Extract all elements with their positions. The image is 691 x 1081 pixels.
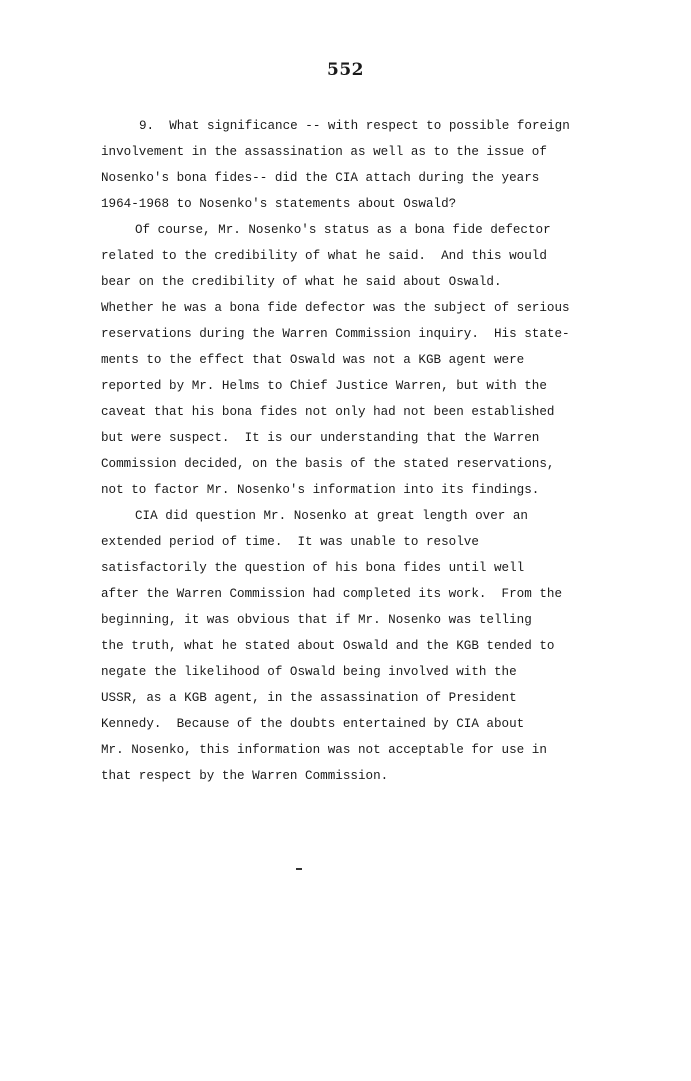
- page-number: 552: [327, 60, 364, 80]
- text-line: Whether he was a bona fide defector was the subject of serious: [101, 301, 570, 315]
- text-line: satisfactorily the question of his bona fides until well: [101, 561, 525, 575]
- text-line: CIA did question Mr. Nosenko at great length over an: [135, 509, 528, 523]
- text-line: but were suspect. It is our understanding that the Warren: [101, 431, 540, 445]
- text-line: Mr. Nosenko, this information was not acceptable for use in: [101, 743, 547, 757]
- text-line: Kennedy. Because of the doubts entertained by CIA about: [101, 717, 525, 731]
- text-line: 1964-1968 to Nosenko's statements about Oswald?: [101, 197, 457, 211]
- text-line: extended period of time. It was unable to resolve: [101, 535, 479, 549]
- text-line: negate the likelihood of Oswald being involved with the: [101, 665, 517, 679]
- text-line: USSR, as a KGB agent, in the assassination of President: [101, 691, 517, 705]
- text-line: Of course, Mr. Nosenko's status as a bona fide defector: [135, 223, 551, 237]
- text-line: related to the credibility of what he said. And this would: [101, 249, 547, 263]
- text-line: after the Warren Commission had completed its work. From the: [101, 587, 563, 601]
- text-line: Commission decided, on the basis of the stated reservations,: [101, 457, 555, 471]
- text-line: 9. What significance -- with respect to possible foreign: [139, 119, 570, 133]
- document-body: [101, 113, 601, 789]
- dash-mark: [296, 868, 302, 870]
- text-line: ments to the effect that Oswald was not a KGB agent were: [101, 353, 525, 367]
- text-line: caveat that his bona fides not only had not been established: [101, 405, 555, 419]
- text-line: not to factor Mr. Nosenko's information into its findings.: [101, 483, 540, 497]
- text-line: beginning, it was obvious that if Mr. Nosenko was telling: [101, 613, 532, 627]
- text-line: bear on the credibility of what he said about Oswald.: [101, 275, 502, 289]
- text-line: Nosenko's bona fides-- did the CIA attach during the years: [101, 171, 540, 185]
- text-line: reported by Mr. Helms to Chief Justice Warren, but with the: [101, 379, 547, 393]
- text-line: involvement in the assassination as well as to the issue of: [101, 145, 547, 159]
- text-line: reservations during the Warren Commission inquiry. His state-: [101, 327, 570, 341]
- text-line: that respect by the Warren Commission.: [101, 769, 389, 783]
- text-line: the truth, what he stated about Oswald and the KGB tended to: [101, 639, 555, 653]
